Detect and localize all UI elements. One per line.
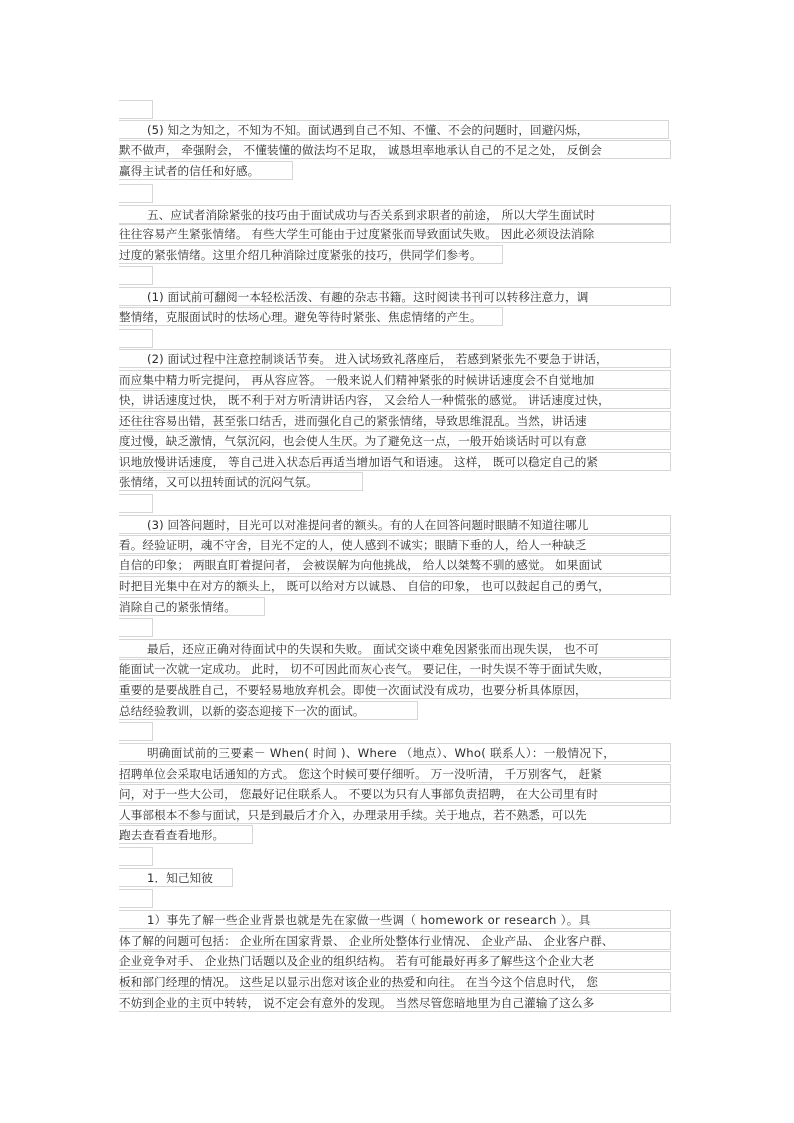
blank-line — [119, 494, 153, 513]
text-line: 能面试一次就一定成功。 此时， 切不可因此而灰心丧气。 要记住，一时失误不等于面试失败， — [119, 659, 671, 678]
text-line: (3) 回答问题时，目光可以对准提问者的额头。有的人在回答问题时眼睛不知道往哪儿 — [119, 515, 671, 534]
text-line: 而应集中精力听完提问， 再从容应答。 一般来说人们精神紧张的时候讲话速度会不自觉地加 — [119, 370, 671, 389]
text-line: 度过慢，缺乏激情，气氛沉闷，也会使人生厌。为了避免这一点，一般开始谈话时可以有意 — [119, 431, 671, 450]
text-line: 默不做声， 牵强附会， 不懂装懂的做法均不足取， 诚恳坦率地承认自己的不足之处， 反倒会 — [119, 140, 671, 159]
text-line: (2) 面试过程中注意控制谈话节奏。 进入试场致礼落座后， 若感到紧张先不要急于讲话， — [119, 349, 671, 368]
blank-line — [119, 889, 153, 908]
text-line: 企业竞争对手、 企业热门话题以及企业的组织结构。 若有可能最好再多了解些这个企业大老 — [119, 951, 671, 970]
section-heading: 1．知己知彼 — [119, 868, 233, 887]
text-line: (5) 知之为知之，不知为不知。面试遇到自己不知、不懂、不会的问题时，回避闪烁， — [119, 120, 669, 139]
text-line: 人事部根本不参与面试，只是到最后才介入，办理录用手续。关于地点，若不熟悉，可以先 — [119, 805, 671, 824]
text-line: 问，对于一些大公司， 您最好记住联系人。 不要以为只有人事部负责招聘， 在大公司里有时 — [119, 784, 671, 803]
text-line: 总结经验教训，以新的姿态迎接下一次的面试。 — [119, 701, 418, 720]
text-line: 明确面试前的三要素－ When( 时间 )、Where （地点）、Who( 联系人）：一般情况下， — [119, 743, 671, 762]
text-line: (1) 面试前可翻阅一本轻松活泼、有趣的杂志书籍。这时阅读书刊可以转移注意力，调 — [119, 287, 671, 306]
blank-line — [119, 329, 153, 348]
text-line: 不妨到企业的主页中转转， 说不定会有意外的发现。 当然尽管您暗地里为自己灌输了这么多 — [119, 993, 671, 1012]
blank-line — [119, 618, 153, 637]
text-line: 五、应试者消除紧张的技巧由于面试成功与否关系到求职者的前途， 所以大学生面试时 — [119, 205, 671, 224]
text-line: 1）事先了解一些企业背景也就是先在家做一些调（ homework or research ）。具 — [119, 910, 671, 929]
text-line: 整情绪，克服面试时的怯场心理。避免等待时紧张、焦虑情绪的产生。 — [119, 307, 503, 326]
blank-line — [119, 266, 153, 285]
text-line: 快，讲话速度过快， 既不利于对方听清讲话内容， 又会给人一种慌张的感觉。 讲话速度过快， — [119, 390, 671, 409]
text-line: 往往容易产生紧张情绪。 有些大学生可能由于过度紧张而导致面试失败。 因此必须设法消除 — [119, 224, 671, 243]
text-line: 最后，还应正确对待面试中的失误和失败。 面试交谈中难免因紧张而出现失误， 也不可 — [119, 639, 671, 658]
text-line: 自信的印象； 两眼直盯着提问者， 会被误解为向他挑战， 给人以桀骜不驯的感觉。 如果面试 — [119, 555, 671, 574]
text-line: 体了解的问题可包括： 企业所在国家背景、 企业所处整体行业情况、 企业产品、 企业客户群、 — [119, 931, 671, 950]
text-line: 过度的紧张情绪。这里介绍几种消除过度紧张的技巧，供同学们参考。 — [119, 245, 503, 264]
text-line: 重要的是要战胜自己，不要轻易地放弃机会。即使一次面试没有成功，也要分析具体原因， — [119, 680, 671, 699]
text-line: 看。经验证明，魂不守舍，目光不定的人，使人感到不诚实；眼睛下垂的人，给人一种缺乏 — [119, 535, 671, 554]
text-line: 赢得主试者的信任和好感。 — [119, 161, 293, 180]
blank-line — [119, 100, 153, 119]
text-line: 识地放慢讲话速度， 等自己进入状态后再适当增加语气和语速。 这样， 既可以稳定自己的紧 — [119, 452, 671, 471]
blank-line — [119, 184, 153, 203]
blank-line — [119, 722, 153, 741]
text-line: 招聘单位会采取电话通知的方式。 您这个时候可要仔细听。 万一没听清， 千万别客气， 赶紧 — [119, 764, 671, 783]
blank-line — [119, 847, 153, 866]
text-line: 消除自己的紧张情绪。 — [119, 597, 265, 616]
text-line: 还往往容易出错，甚至张口结舌，进而强化自己的紧张情绪，导致思维混乱。当然，讲话速 — [119, 411, 671, 430]
text-line: 张情绪，又可以扭转面试的沉闷气氛。 — [119, 472, 363, 491]
text-line: 板和部门经理的情况。 这些足以显示出您对该企业的热爱和向往。 在当今这个信息时代， 您 — [119, 972, 671, 991]
text-line: 跑去查看查看地形。 — [119, 825, 253, 844]
text-line: 时把目光集中在对方的额头上， 既可以给对方以诚恳、 自信的印象， 也可以鼓起自己的勇气， — [119, 576, 671, 595]
